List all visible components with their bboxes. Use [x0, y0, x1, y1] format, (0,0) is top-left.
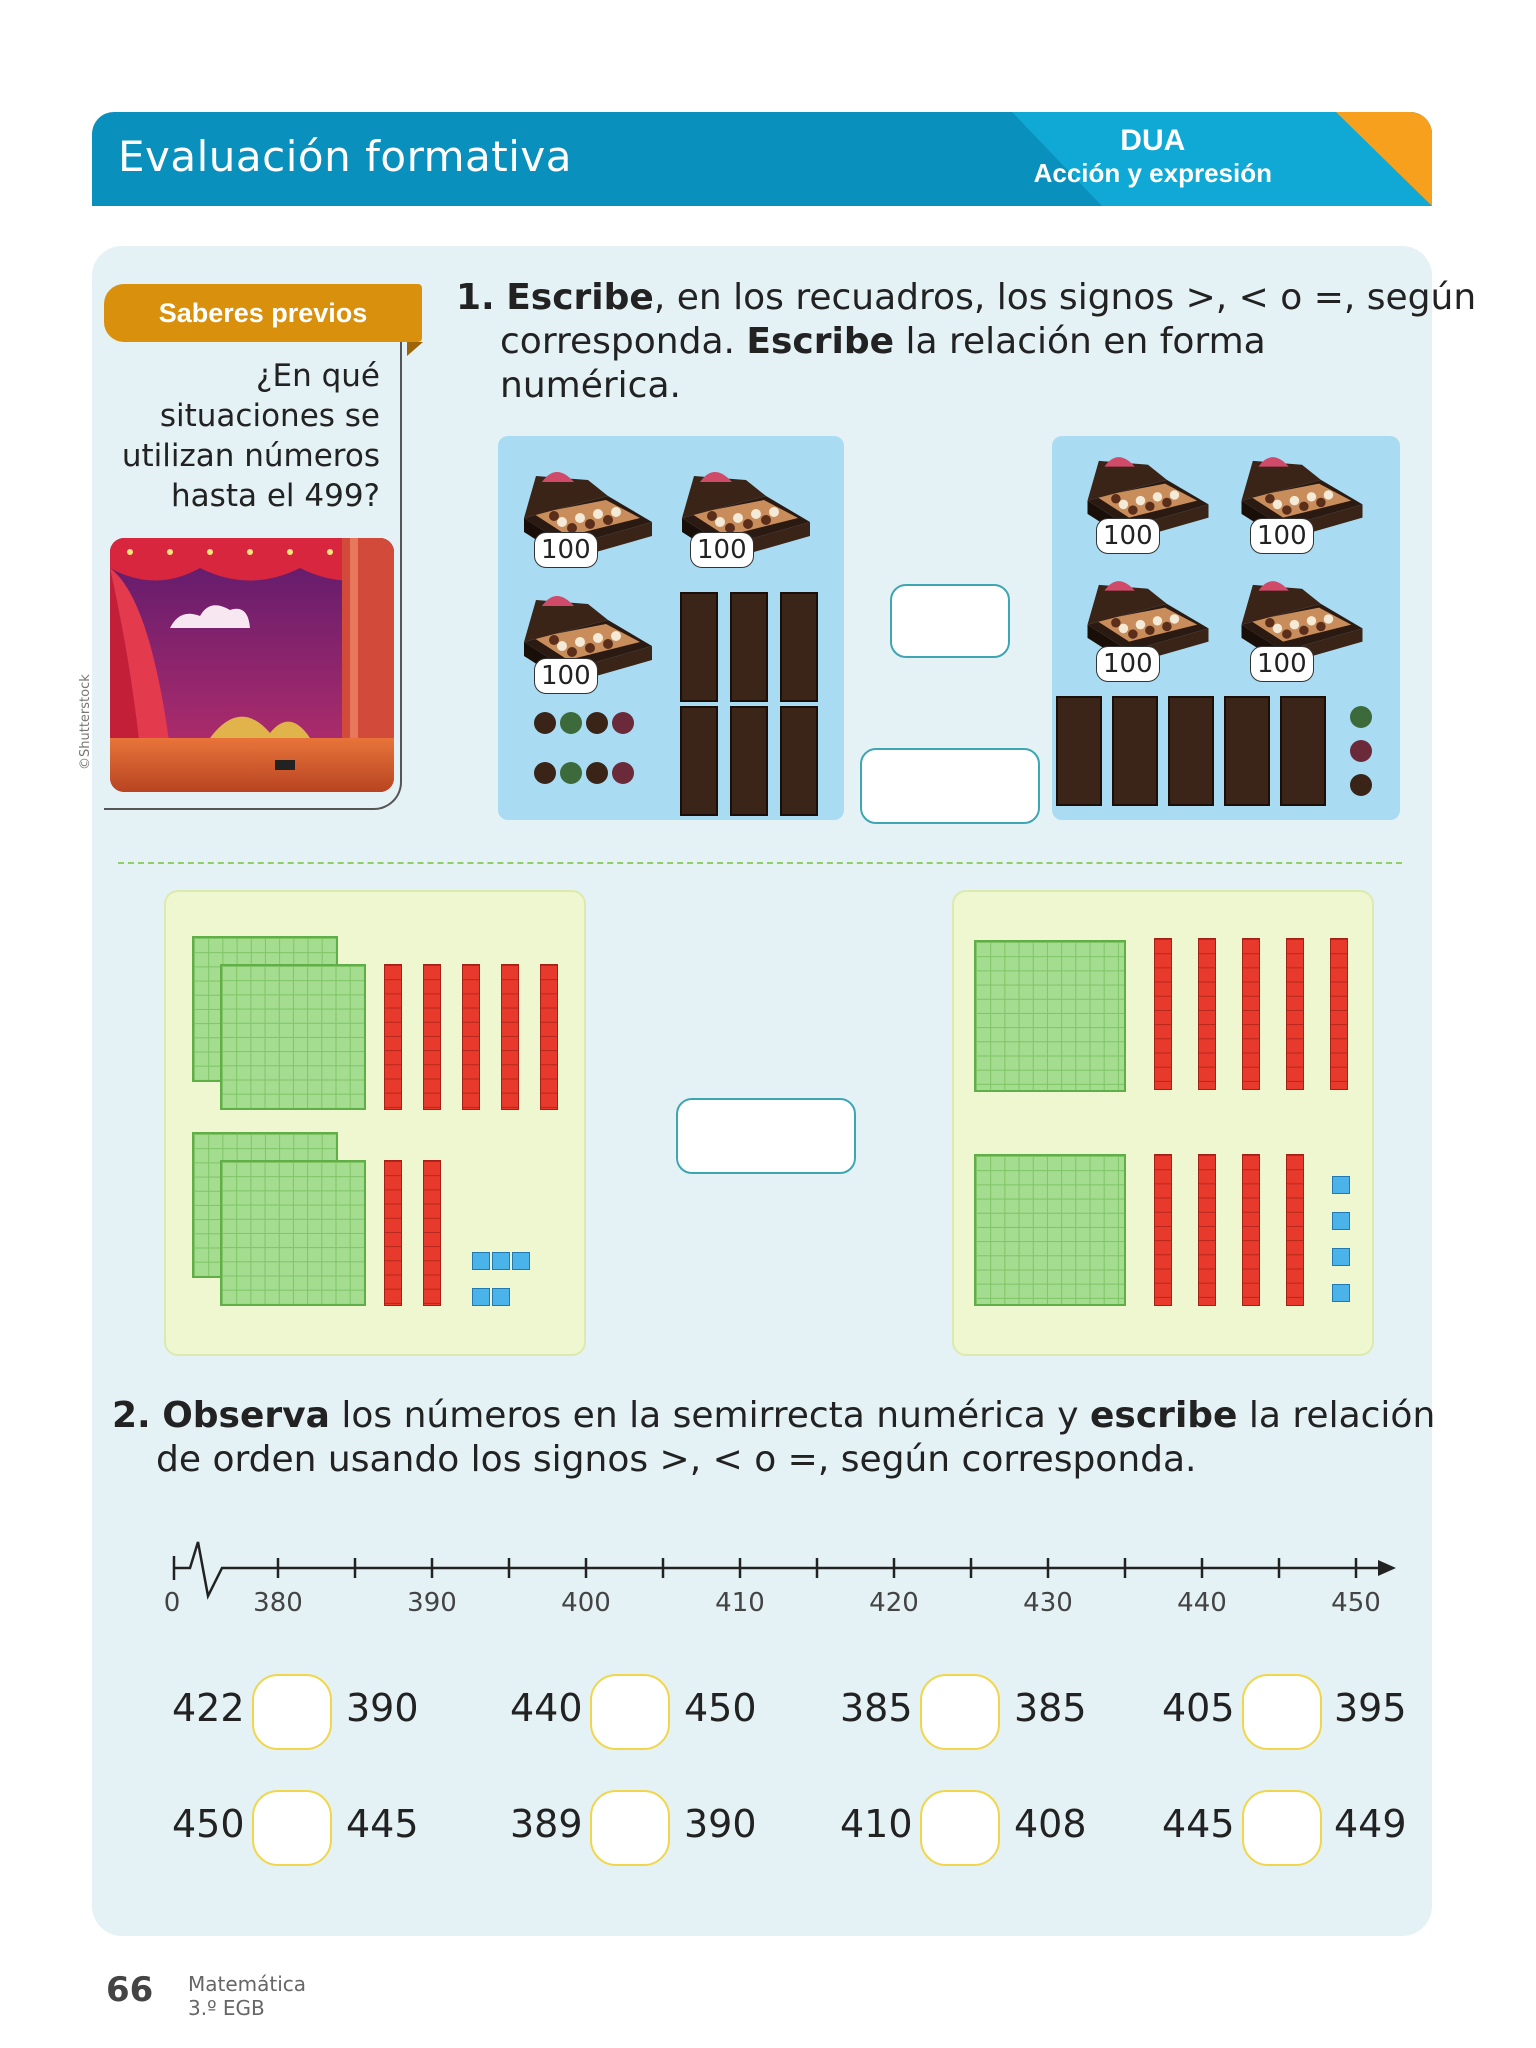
- chocolate-bar: [1112, 696, 1158, 806]
- comparison-right-number: 449: [1334, 1802, 1407, 1846]
- axis-tick-label: 430: [1023, 1588, 1073, 1618]
- chocolate-bar: [1168, 696, 1214, 806]
- instruction-line: [112, 1394, 1435, 1438]
- ten-rod: [384, 1160, 402, 1306]
- comparison-answer-box[interactable]: [590, 1674, 670, 1750]
- image-credit: ©Shutterstock: [78, 674, 93, 770]
- hundred-label: 100: [534, 658, 598, 694]
- axis-tick-label: 450: [1331, 1588, 1381, 1618]
- chocolate-bar: [680, 706, 718, 816]
- chocolate-bar: [1056, 696, 1102, 806]
- bonbon: [1350, 774, 1372, 796]
- unit-cube: [472, 1288, 490, 1306]
- saberes-previos-tab: Saberes previos: [104, 284, 422, 342]
- axis-tick-label: 400: [561, 1588, 611, 1618]
- comparison-left-number: 385: [840, 1686, 913, 1730]
- instruction-text: , en los recuadros, los signos >, < o =, según: [653, 277, 1477, 318]
- ten-rod: [1154, 1154, 1172, 1306]
- instruction-line: [456, 276, 1476, 320]
- axis-zero-label: 0: [163, 1588, 181, 1618]
- comparison-left-number: 410: [840, 1802, 913, 1846]
- ten-rod: [1198, 938, 1216, 1090]
- chocolate-bar: [730, 592, 768, 702]
- theater-stage-image: [110, 538, 394, 792]
- comparison-answer-box[interactable]: [920, 1674, 1000, 1750]
- instruction-text: de orden usando los signos >, < o =, según corresponda.: [156, 1439, 1197, 1480]
- footer-subject: [188, 1972, 306, 2020]
- comparison-left-number: 445: [1162, 1802, 1235, 1846]
- ten-rod: [384, 964, 402, 1110]
- comparison-sign-box[interactable]: [890, 584, 1010, 658]
- comparison-answer-box[interactable]: [252, 1674, 332, 1750]
- comparison-right-number: 395: [1334, 1686, 1407, 1730]
- ten-rod: [1154, 938, 1172, 1090]
- comparison-right-number: 390: [684, 1802, 757, 1846]
- chocolate-bar: [780, 706, 818, 816]
- page-number: 66: [106, 1970, 154, 2010]
- ten-rod: [1242, 1154, 1260, 1306]
- unit-cube: [1332, 1248, 1350, 1266]
- base-ten-left-board: [164, 890, 586, 1356]
- comparison-right-number: 408: [1014, 1802, 1087, 1846]
- comparison-left-number: 450: [172, 1802, 245, 1846]
- comparison-right-number: 450: [684, 1686, 757, 1730]
- comparison-left-number: 405: [1162, 1686, 1235, 1730]
- ten-rod: [1330, 938, 1348, 1090]
- unit-cube: [1332, 1176, 1350, 1194]
- instruction-text: corresponda.: [500, 321, 735, 362]
- exercise-1-instruction: [456, 276, 1476, 408]
- comparison-left-number: 389: [510, 1802, 583, 1846]
- instruction-verb: Observa: [162, 1395, 330, 1436]
- hundred-label: 100: [1096, 646, 1160, 682]
- question-line: hasta el 499?: [171, 478, 380, 514]
- dua-title: DUA: [1120, 124, 1186, 157]
- hundred-flat: [220, 964, 366, 1110]
- bonbon: [586, 712, 608, 734]
- ten-rod: [540, 964, 558, 1110]
- hundred-label: 100: [534, 532, 598, 568]
- section-divider: [118, 862, 1402, 864]
- bonbon: [612, 712, 634, 734]
- chocolate-bar: [680, 592, 718, 702]
- exercise-number: 1.: [456, 277, 495, 318]
- section-title: Evaluación formativa: [118, 132, 572, 181]
- unit-cube: [512, 1252, 530, 1270]
- instruction-text: la relación: [1237, 1395, 1436, 1436]
- bonbon: [560, 712, 582, 734]
- comparison-left-number: 440: [510, 1686, 583, 1730]
- subject-label: Matemática: [188, 1972, 307, 1996]
- base-ten-right-board: [952, 890, 1374, 1356]
- chocolate-bar: [780, 592, 818, 702]
- instruction-text: numérica.: [500, 365, 681, 406]
- bonbon: [1350, 740, 1372, 762]
- grade-label: 3.º EGB: [188, 1996, 265, 2020]
- question-line: situaciones se: [159, 398, 380, 434]
- dua-subtitle: Acción y expresión: [1033, 158, 1272, 188]
- unit-cube: [492, 1288, 510, 1306]
- chocolate-bar: [1280, 696, 1326, 806]
- unit-cube: [492, 1252, 510, 1270]
- comparison-answer-box[interactable]: [920, 1790, 1000, 1866]
- numeric-relation-box[interactable]: [860, 748, 1040, 824]
- instruction-verb: Escribe: [506, 277, 654, 318]
- comparison-answer-box[interactable]: [252, 1790, 332, 1866]
- instruction-verb: escribe: [1090, 1395, 1238, 1436]
- bonbon: [1350, 706, 1372, 728]
- instruction-verb: Escribe: [746, 321, 895, 362]
- comparison-sign-box[interactable]: [676, 1098, 856, 1174]
- unit-cube: [472, 1252, 490, 1270]
- ten-rod: [501, 964, 519, 1110]
- instruction-line: [112, 1438, 1435, 1482]
- hundred-flat: [974, 1154, 1126, 1306]
- hundred-label: 100: [690, 532, 754, 568]
- question-line: utilizan números: [121, 438, 380, 474]
- unit-cube: [1332, 1212, 1350, 1230]
- axis-tick-label: 410: [715, 1588, 765, 1618]
- chocolates-left-board: [498, 436, 844, 820]
- chocolates-right-board: [1052, 436, 1400, 820]
- comparison-right-number: 390: [346, 1686, 419, 1730]
- section-header: [92, 112, 1432, 206]
- bonbon: [586, 762, 608, 784]
- comparison-answer-box[interactable]: [590, 1790, 670, 1866]
- axis-tick-label: 390: [407, 1588, 457, 1618]
- saberes-question: [100, 356, 380, 516]
- question-line: ¿En qué: [256, 358, 380, 394]
- axis-tick-label: 420: [869, 1588, 919, 1618]
- comparison-answer-box[interactable]: [1242, 1790, 1322, 1866]
- ten-rod: [1198, 1154, 1216, 1306]
- ten-rod: [462, 964, 480, 1110]
- chocolate-bar: [1224, 696, 1270, 806]
- ten-rod: [1286, 938, 1304, 1090]
- axis-tick-label: 380: [253, 1588, 303, 1618]
- hundred-label: 100: [1096, 518, 1160, 554]
- ten-rod: [1286, 1154, 1304, 1306]
- hundred-flat: [220, 1160, 366, 1306]
- hundred-label: 100: [1250, 646, 1314, 682]
- exercise-2-instruction: [112, 1394, 1435, 1482]
- unit-cube: [1332, 1284, 1350, 1302]
- chocolate-bar: [730, 706, 768, 816]
- ten-rod: [1242, 938, 1260, 1090]
- bonbon: [534, 712, 556, 734]
- instruction-line: [456, 364, 1476, 408]
- dua-label: [1034, 124, 1272, 189]
- bonbon: [612, 762, 634, 784]
- exercise-number: 2.: [112, 1395, 151, 1436]
- bonbon: [534, 762, 556, 784]
- comparison-left-number: 422: [172, 1686, 245, 1730]
- hundred-flat: [974, 940, 1126, 1092]
- hundred-label: 100: [1250, 518, 1314, 554]
- comparison-answer-box[interactable]: [1242, 1674, 1322, 1750]
- instruction-text: los números en la semirrecta numérica y: [329, 1395, 1090, 1436]
- ten-rod: [423, 1160, 441, 1306]
- ten-rod: [423, 964, 441, 1110]
- comparison-right-number: 445: [346, 1802, 419, 1846]
- comparison-right-number: 385: [1014, 1686, 1087, 1730]
- bonbon: [560, 762, 582, 784]
- instruction-line: [456, 320, 1476, 364]
- instruction-text: la relación en forma: [894, 321, 1266, 362]
- axis-tick-label: 440: [1177, 1588, 1227, 1618]
